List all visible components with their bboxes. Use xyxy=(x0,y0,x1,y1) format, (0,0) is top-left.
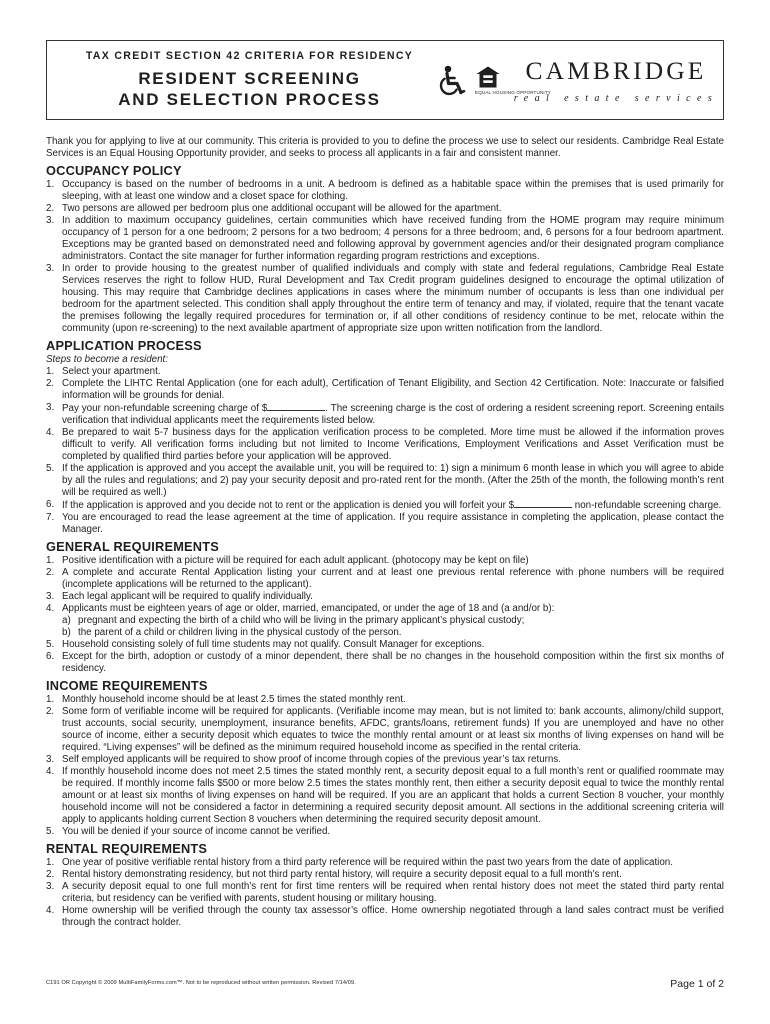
item-text: If monthly household income does not meet 2.5 times the stated monthly rent, a security deposit equal to a full month’s rent or qualified roommate may be required. If monthly income falls $500 or more below 2.5 times the states monthly rent, then either a security deposit equal to twice the monthly rental amount or at least six months of living expenses on hand will be required. If you are an applicant that holds a current Section 8 voucher, your monthly household income will not be considered a factor in determining a required security deposit amount. All sections in the additional screening criteria will apply to applicants holding current Section 8 vouchers when determining the required security deposit amount. xyxy=(62,766,724,825)
item-text: non-refundable screening charge. xyxy=(572,500,722,511)
sub-item-letter: b) xyxy=(62,627,71,638)
list-item xyxy=(46,694,724,706)
general-requirements-list xyxy=(46,555,724,675)
item-number: 7. xyxy=(46,512,55,523)
item-text: Be prepared to wait 5-7 business days for the application verification process to be completed. More time must be allowed if the information proves difficult to verify. All verification forms including but not limited to Income Verifications, Employment Verifications and Asset Verification must be completed by qualified third parties before your application will be approved. xyxy=(62,427,724,462)
item-text: Each legal applicant will be required to qualify individually. xyxy=(62,591,313,602)
item-number: 1. xyxy=(46,179,55,190)
wheelchair-accessible-icon xyxy=(437,65,467,97)
intro-paragraph: Thank you for applying to live at our community. This criteria is provided to you to define the process we use to select our residents. Cambridge Real Estate Services is an Equal Housing Opportunity provider, and seeks to process all applicants in a fair and consistent manner. xyxy=(46,136,724,159)
item-number: 4. xyxy=(46,427,55,438)
sub-item xyxy=(62,627,724,639)
item-text: Complete the LIHTC Rental Application (one for each adult), Certification of Tenant Eligibility, and Section 42 Certification. Note: Inaccurate or falsified information will be grounds for denial. xyxy=(62,378,724,401)
item-number: 2. xyxy=(46,378,55,389)
list-item xyxy=(46,869,724,881)
occupancy-policy-heading: OCCUPANCY POLICY xyxy=(46,163,182,178)
income-requirements-list xyxy=(46,694,724,838)
list-item xyxy=(46,754,724,766)
item-number: 2. xyxy=(46,869,55,880)
item-number: 5. xyxy=(46,826,55,837)
application-process-list xyxy=(46,366,724,536)
item-number: 3. xyxy=(46,215,55,226)
item-number: 1. xyxy=(46,555,55,566)
header-title-line1: RESIDENT SCREENING xyxy=(138,68,361,88)
item-text: A security deposit equal to one full month’s rent for first time renters will be required when rental history does not meet the stated third party rental criteria, but residency can be verified with parents, student housing or military housing. xyxy=(62,881,724,904)
list-item xyxy=(46,512,724,536)
list-item xyxy=(46,706,724,754)
item-number: 6. xyxy=(46,651,55,662)
item-number: 3. xyxy=(46,591,55,602)
header-title-block xyxy=(47,51,452,110)
item-number: 1. xyxy=(46,694,55,705)
item-number: 6. xyxy=(46,499,55,510)
item-number: 1. xyxy=(46,366,55,377)
list-item xyxy=(46,651,724,675)
item-number: 3. xyxy=(46,881,55,892)
item-number: 4. xyxy=(46,603,55,614)
application-process-heading: APPLICATION PROCESS xyxy=(46,338,202,353)
item-number: 5. xyxy=(46,463,55,474)
item-number: 3. xyxy=(46,263,55,274)
header-kicker: TAX CREDIT SECTION 42 CRITERIA FOR RESIDENCY xyxy=(85,50,414,62)
item-number: 2. xyxy=(46,567,55,578)
item-number: 5. xyxy=(46,639,55,650)
sub-item-letter: a) xyxy=(62,615,71,626)
copyright-notice: C191 OR Copyright © 2009 MultiFamilyForms.com™. Not to be reproduced without written permission. Revised 7/14/09. xyxy=(46,980,356,986)
list-item xyxy=(46,857,724,869)
item-number: 4. xyxy=(46,766,55,777)
list-item xyxy=(46,766,724,826)
item-text: Applicants must be eighteen years of age or older, married, emancipated, or under the age of 18 and (a and/or b): xyxy=(62,603,555,614)
item-number: 4. xyxy=(46,905,55,916)
screening-charge-blank[interactable] xyxy=(267,402,325,411)
list-item xyxy=(46,378,724,402)
list-item xyxy=(46,603,724,639)
item-text: Self employed applicants will be required to show proof of income through copies of the previous year’s tax returns. xyxy=(62,754,562,765)
list-item xyxy=(46,203,724,215)
item-text: Except for the birth, adoption or custody of a minor dependent, there shall be no changes in the household composition within the first six months of residency. xyxy=(62,651,724,674)
list-item xyxy=(46,567,724,591)
list-item xyxy=(46,366,724,378)
list-item xyxy=(46,555,724,567)
forfeit-charge-blank[interactable] xyxy=(514,499,572,508)
document-footer xyxy=(46,978,724,992)
logo-tagline: real estate services xyxy=(513,92,719,104)
list-item xyxy=(46,263,724,335)
list-item xyxy=(46,463,724,499)
item-text: Monthly household income should be at least 2.5 times the stated monthly rent. xyxy=(62,694,406,705)
item-text: If the application is approved and you accept the available unit, you will be required to: 1) sign a minimum 6 month lease in which you will agree to abide by all the rules and regulations; and 2) pay your security deposit and pro-rated rent for the month. (After the 25th of the month, the following month’s rent will be required as well.) xyxy=(62,463,724,498)
list-item xyxy=(46,826,724,838)
item-number: 2. xyxy=(46,203,55,214)
item-text: A complete and accurate Rental Application listing your current and at least one previous rental reference with phone numbers will be required (incomplete applications will be returned to the applicant). xyxy=(62,567,724,590)
list-item xyxy=(46,639,724,651)
header-title-line2: AND SELECTION PROCESS xyxy=(118,89,381,109)
list-item xyxy=(46,499,724,512)
item-text: You will be denied if your source of income cannot be verified. xyxy=(62,826,331,837)
rental-requirements-list xyxy=(46,857,724,929)
equal-housing-caption: EQUAL HOUSING OPPORTUNITY xyxy=(475,90,552,95)
steps-label: Steps to become a resident: xyxy=(46,354,168,365)
list-item xyxy=(46,427,724,463)
item-text: One year of positive verifiable rental history from a third party reference will be required within the past two years from the date of application. xyxy=(62,857,673,868)
item-number: 3. xyxy=(46,754,55,765)
sub-item-text: pregnant and expecting the birth of a child who will be living in the primary applicant’s physical custody; xyxy=(78,615,525,626)
item-text: In order to provide housing to the greatest number of qualified individuals and comply with state and federal regulations, Cambridge Real Estate Services reserves the right to follow HUD, Rural Development and Tax Credit program guidelines designed to encourage the optimal utilization of housing. This may require that Cambridge declines applications in cases where the minimum number of occupants is less than one individual per bedroom for the apartment selected. This condition shall apply throughout the entire term of tenancy and may, if violated, require that the tenant vacate the premises following the legally required procedures for termination or, if all other conditions of residency continue to be met, relocate within the community (upon re-screening) to the next available apartment of appropriate size upon written notification from the landlord. xyxy=(62,263,724,334)
item-number: 3. xyxy=(46,402,55,413)
list-item xyxy=(46,215,724,263)
list-item xyxy=(46,179,724,203)
item-number: 1. xyxy=(46,857,55,868)
item-text: Some form of verifiable income will be required for applicants. (Verifiable income may mean, but is not limited to: bank accounts, alimony/child support, trust accounts, social security, unemployment, insurance benefits, AFDC, grants/loans, retirement funds) If you are unemployed and have no other source of income, either a security deposit which equates to twice the monthly rental amount or at least six months of living expenses on hand will be required. “Living expenses” will be defined as the minimum required household income as specified in the rental criteria. xyxy=(62,706,724,753)
sub-item-text: the parent of a child or children living in the physical custody of the person. xyxy=(78,627,402,638)
item-text: If the application is approved and you decide not to rent or the application is denied you will forfeit your $ xyxy=(62,500,515,511)
occupancy-policy-list xyxy=(46,179,724,335)
sub-item xyxy=(62,615,724,627)
item-text: Occupancy is based on the number of bedrooms in a unit. A bedroom is defined as a habitable space within the premises that is used primarily for sleeping, with at least one window and a closet space for clothing. xyxy=(62,179,724,202)
cambridge-logo xyxy=(511,58,721,104)
item-text: Two persons are allowed per bedroom plus one additional occupant will be allowed for the apartment. xyxy=(62,203,502,214)
page-number: Page 1 of 2 xyxy=(670,978,724,990)
item-text: Home ownership will be verified through the county tax assessor’s office. Home ownership negotiated through a land sales contract must be verified through the contract holder. xyxy=(62,905,724,928)
general-requirements-heading: GENERAL REQUIREMENTS xyxy=(46,539,219,554)
income-requirements-heading: INCOME REQUIREMENTS xyxy=(46,678,208,693)
item-text: You are encouraged to read the lease agreement at the time of application. If you require assistance in completing the application, please contact the Manager. xyxy=(62,512,724,535)
item-text: Household consisting solely of full time students may not qualify. Consult Manager for exceptions. xyxy=(62,639,485,650)
item-text: In addition to maximum occupancy guidelines, certain communities which have received funding from the HOME program may require minimum occupancy of 1 person for a one bedroom; 2 persons for a two bedroom; 4 persons for a three bedroom; and, 6 persons for a four bedroom apartment. Exceptions may be granted based on demonstrated need and following approval by government agencies and/or their designated program compliance administrators. Contact the site manager for further information regarding program restrictions and exceptions. xyxy=(62,215,724,262)
rental-requirements-heading: RENTAL REQUIREMENTS xyxy=(46,841,208,856)
list-item xyxy=(46,881,724,905)
item-text: Positive identification with a picture will be required for each adult applicant. (photocopy may be kept on file) xyxy=(62,555,529,566)
item-text: . The screening charge is the cost of ordering a resident screening report. Screening entails verification that individual applicants meet the requirements listed below. xyxy=(62,403,724,426)
list-item xyxy=(46,591,724,603)
item-number: 2. xyxy=(46,706,55,717)
logo-wordmark: CAMBRIDGE xyxy=(525,56,707,85)
item-text: Select your apartment. xyxy=(62,366,161,377)
list-item xyxy=(46,905,724,929)
item-text: Rental history demonstrating residency, but not third party rental history, will require a security deposit equal to a full month’s rent. xyxy=(62,869,622,880)
document-header xyxy=(46,40,724,120)
list-item xyxy=(46,402,724,427)
item-text: Pay your non-refundable screening charge of $ xyxy=(62,403,268,414)
